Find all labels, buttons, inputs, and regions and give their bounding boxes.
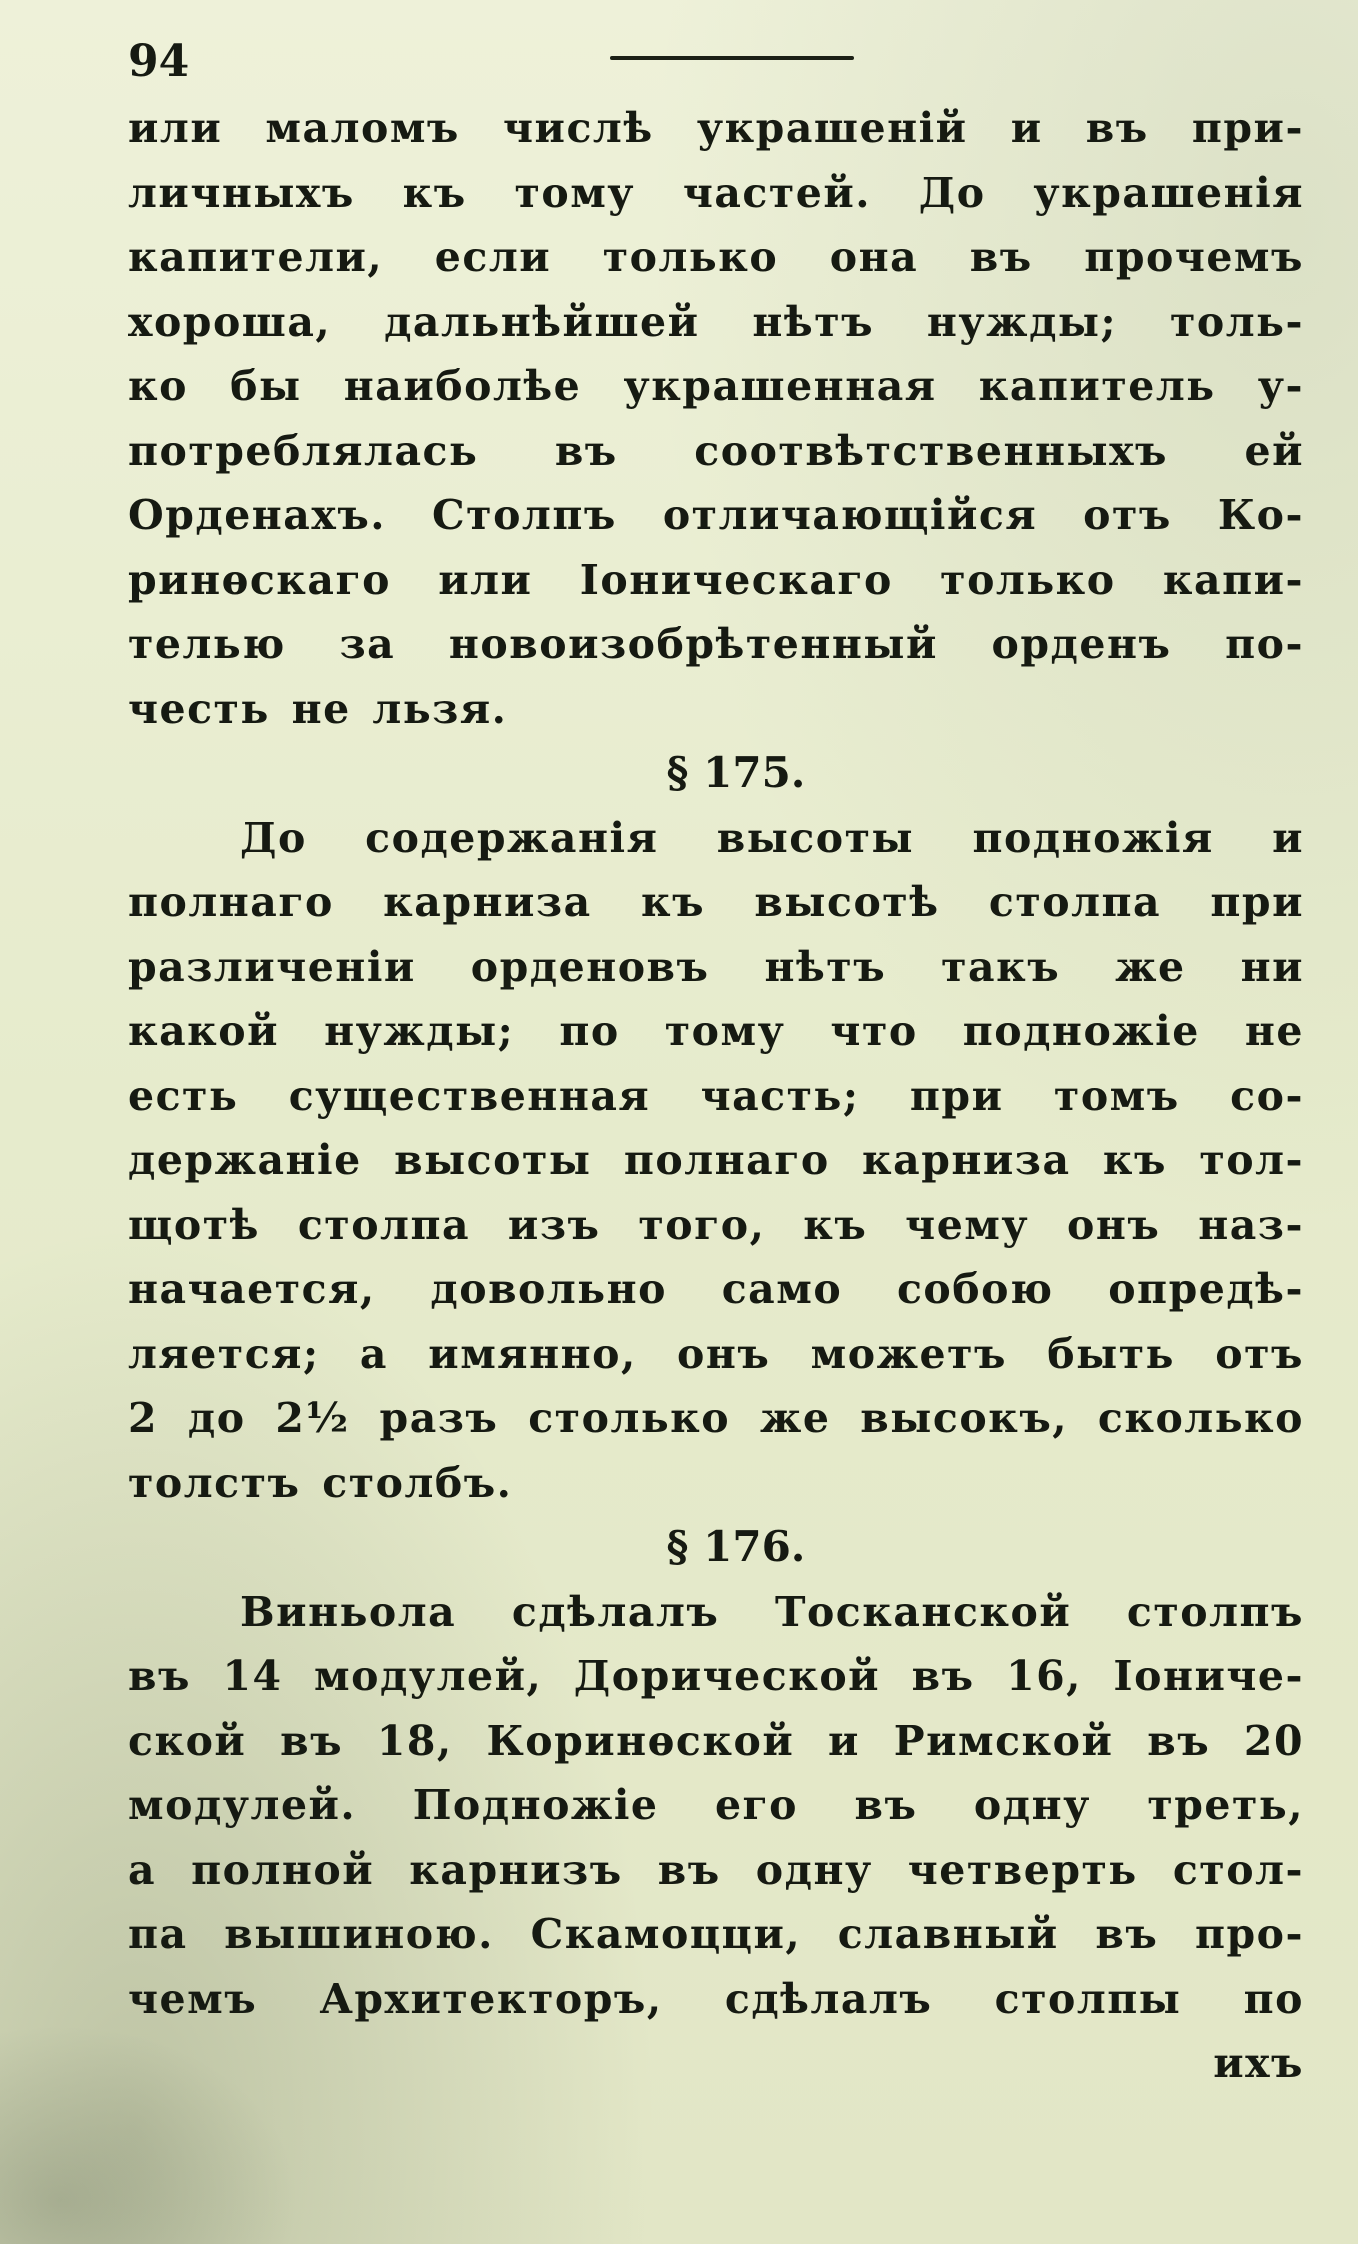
text-line: щотѣ столпа изъ того, къ чему онъ наз- — [128, 1200, 1304, 1249]
text-line: Виньола сдѣлалъ Тосканской столпъ — [240, 1587, 1304, 1636]
text-line: Орденахъ. Столпъ отличающiйся отъ Ко- — [128, 491, 1304, 539]
page-number: 94 — [128, 36, 190, 87]
text-line: чемъ Архитекторъ, сдѣлалъ столпы по — [128, 1974, 1304, 2023]
body-text — [128, 96, 1304, 2096]
header-rule — [610, 56, 854, 60]
text-line: телью за новоизобрѣтенный орденъ по- — [128, 620, 1304, 668]
text-line: потреблялась въ соотвѣтственныхъ ей — [128, 426, 1304, 475]
text-line: па вышиною. Скамоцци, славный въ про- — [128, 1910, 1304, 1958]
text-line: ской въ 18, Коринѳской и Римской въ 20 — [128, 1716, 1304, 1765]
text-line: толстъ столбъ. — [128, 1458, 513, 1507]
text-line: капители, если только она въ прочемъ — [128, 233, 1304, 281]
text-line: честь не льзя. — [128, 684, 508, 733]
text-line: До содержанiя высоты подножiя и — [240, 813, 1304, 862]
text-line: полнаго карниза къ высотѣ столпа при — [128, 878, 1304, 926]
catchword: ихъ — [1213, 2039, 1304, 2087]
text-line: какой нужды; по тому что подножiе не — [128, 1007, 1304, 1055]
text-line: ко бы наиболѣе украшенная капитель у- — [128, 362, 1304, 410]
text-line: есть существенная часть; при томъ со- — [128, 1071, 1304, 1120]
text-line: хороша, дальнѣйшей нѣтъ нужды; толь- — [128, 297, 1304, 346]
text-line: модулей. Подножiе его въ одну треть, — [128, 1781, 1304, 1829]
text-line: различенiи орденовъ нѣтъ такъ же ни — [128, 942, 1304, 991]
text-line: въ 14 модулей, Дорической въ 16, Iониче- — [128, 1652, 1304, 1700]
text-line: а полной карнизъ въ одну четверть стол- — [128, 1845, 1304, 1894]
text-line: 2 до 2½ разъ столько же высокъ, сколько — [128, 1394, 1304, 1442]
text-line: ляется; а имянно, онъ можетъ быть отъ — [128, 1329, 1304, 1378]
section-heading-175: § 175. — [666, 748, 806, 797]
section-176-paragraph — [128, 1580, 1304, 2096]
text-line: ринѳскаго или Iоническаго только капи- — [128, 555, 1304, 604]
section-heading-176: § 176. — [666, 1522, 806, 1571]
text-line: держанiе высоты полнаго карниза къ тол- — [128, 1136, 1304, 1184]
text-line: начается, довольно само собою опредѣ- — [128, 1265, 1304, 1313]
text-line: или маломъ числѣ украшенiй и въ при- — [128, 104, 1304, 152]
section-175-paragraph — [128, 806, 1304, 1516]
text-line: личныхъ къ тому частей. До украшенiя — [128, 168, 1304, 217]
paragraph-1 — [128, 96, 1304, 741]
